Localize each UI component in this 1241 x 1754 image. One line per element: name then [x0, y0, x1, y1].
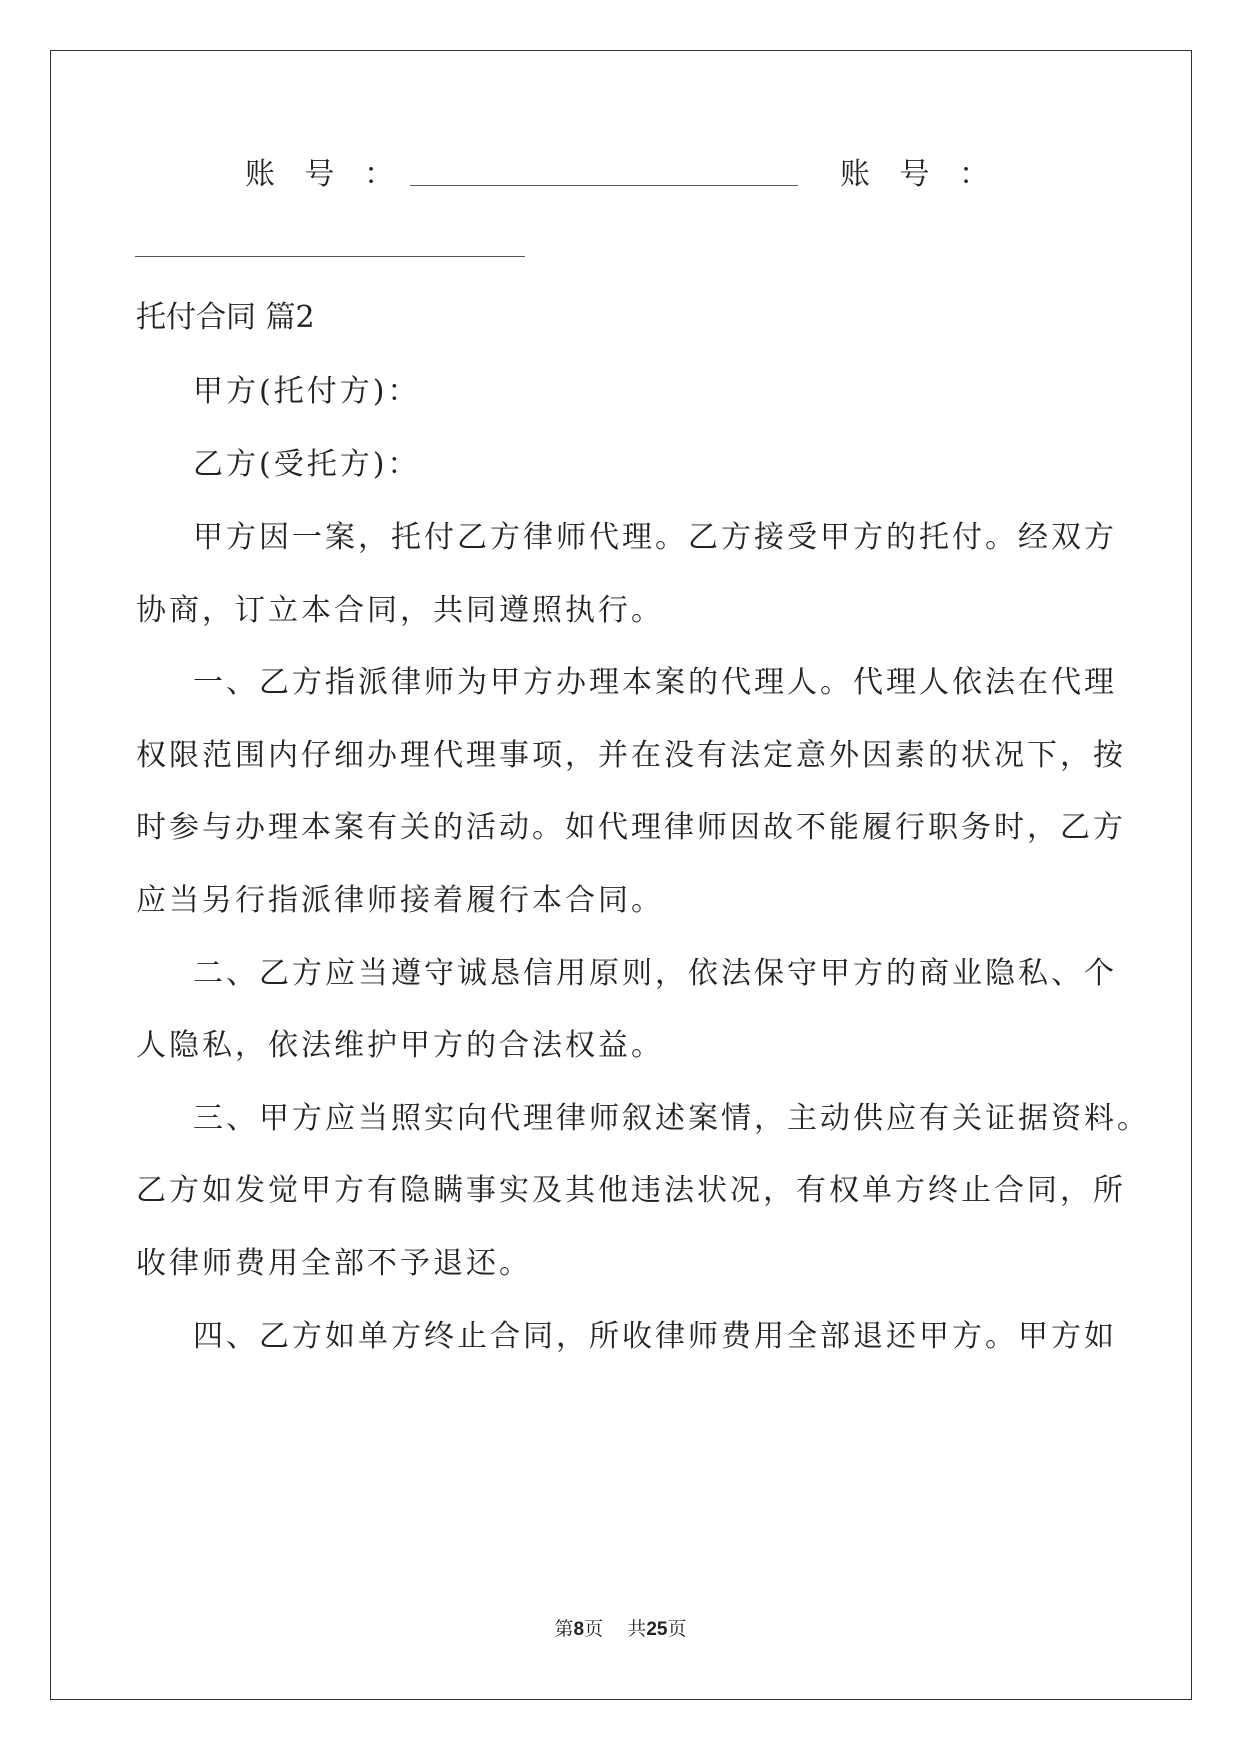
account-blank-right	[135, 256, 525, 257]
paragraph-line: 三、甲方应当照实向代理律师叙述案情，主动供应有关证据资料。	[193, 1101, 1150, 1136]
paragraph-line: 收律师费用全部不予退还。	[136, 1246, 532, 1281]
paragraph-line: 协商，订立本合同，共同遵照执行。	[136, 593, 664, 628]
paragraph-line: 二、乙方应当遵守诚恳信用原则，依法保守甲方的商业隐私、个	[193, 956, 1117, 991]
party-a-label: 甲方(托付方)：	[193, 374, 421, 409]
account-label-right: 账 号 ：	[840, 157, 990, 192]
current-page-number: 8	[573, 1619, 585, 1640]
paragraph-line: 甲方因一案，托付乙方律师代理。乙方接受甲方的托付。经双方	[193, 520, 1117, 555]
paragraph-line: 权限范围内仔细办理代理事项，并在没有法定意外因素的状况下，按	[136, 738, 1126, 773]
account-blank-left	[410, 185, 798, 186]
paragraph-line: 应当另行指派律师接着履行本合同。	[136, 883, 664, 918]
paragraph-line: 乙方如发觉甲方有隐瞒事实及其他违法状况，有权单方终止合同，所	[136, 1173, 1126, 1208]
total-page-count: 25	[646, 1619, 668, 1640]
paragraph-line: 人隐私，依法维护甲方的合法权益。	[136, 1028, 664, 1063]
party-b-label: 乙方(受托方)：	[193, 447, 421, 482]
footer-prefix: 第	[554, 1618, 574, 1640]
footer-page-word: 页	[584, 1618, 604, 1640]
page-footer	[0, 1616, 1241, 1643]
document-title: 托付合同 篇2	[136, 300, 315, 335]
account-label-left: 账 号 ：	[245, 157, 395, 192]
footer-total-prefix: 共	[627, 1618, 647, 1640]
footer-total-suffix: 页	[667, 1618, 687, 1640]
paragraph-line: 四、乙方如单方终止合同，所收律师费用全部退还甲方。甲方如	[193, 1319, 1117, 1354]
paragraph-line: 时参与办理本案有关的活动。如代理律师因故不能履行职务时，乙方	[136, 810, 1126, 845]
paragraph-line: 一、乙方指派律师为甲方办理本案的代理人。代理人依法在代理	[193, 665, 1117, 700]
